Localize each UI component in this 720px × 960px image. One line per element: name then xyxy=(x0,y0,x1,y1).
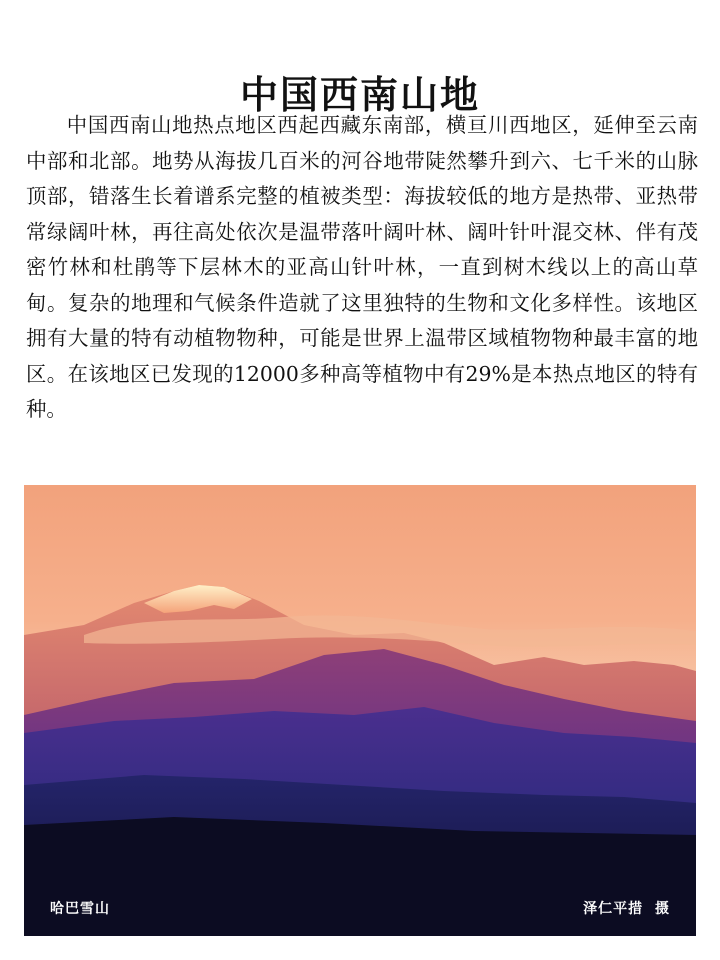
mountain-photo-image xyxy=(24,485,696,936)
photo-caption-credit: 泽仁平措 摄 xyxy=(583,901,670,917)
body-paragraph: 中国西南山地热点地区西起西藏东南部，横亘川西地区，延伸至云南中部和北部。地势从海拔几百米的河谷地带陡然攀升到六、七千米的山脉顶部，错落生长着谱系完整的植被类型：海拔较低的地方是热带、亚热带常绿阔叶林，再往高处依次是温带落叶阔叶林、阔叶针叶混交林、伴有茂密竹林和杜鹃等下层林木的亚高山针叶林，一直到树木线以上的高山草甸。复杂的地理和气候条件造就了这里独特的生物和文化多样性。该地区拥有大量的特有动植物物种，可能是世界上温带区域植物物种最丰富的地区。在该地区已发现的12000多种高等植物中有29%是本热点地区的特有种。 xyxy=(26,113,698,421)
page-title: 中国西南山地 xyxy=(239,72,480,118)
mountain-photo xyxy=(24,485,696,936)
photo-caption-location: 哈巴雪山 xyxy=(50,901,110,917)
